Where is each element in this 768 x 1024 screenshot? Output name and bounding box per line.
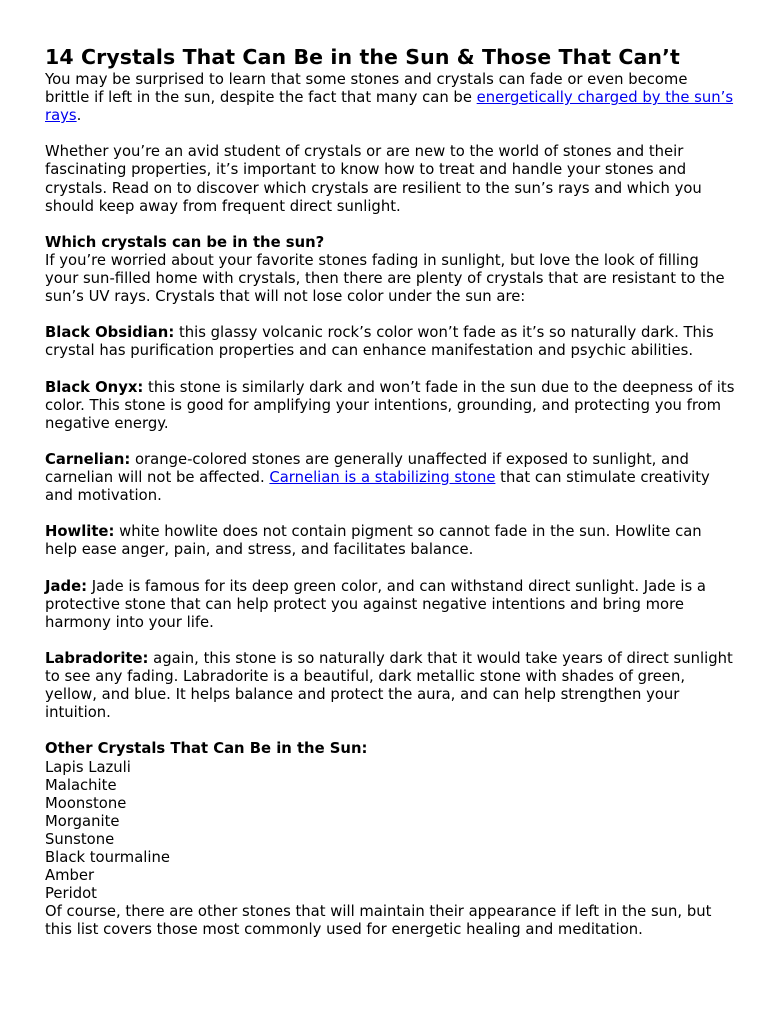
crystal-description: Jade is famous for its deep green color, and can withstand direct sunlight. Jade is a protective stone that can help protect you against negative intentions and bring more harmony into your life. <box>45 577 706 631</box>
list-item: Black tourmaline <box>45 849 170 867</box>
paragraph-sun-safe-intro: If you’re worried about your favorite stones fading in sunlight, but love the look of filling your sun-filled home with crystals, then there are plenty of crystals that are resistant to the sun’s UV rays. Crystals that will not lose color under the sun are: <box>45 251 725 306</box>
spacer <box>45 306 735 324</box>
closing-paragraph: Of course, there are other stones that will maintain their appearance if left in the sun, but this list covers those most commonly used for energetic healing and meditation. <box>45 903 712 939</box>
crystal-entry-howlite <box>45 523 735 559</box>
spacer <box>45 216 735 234</box>
spacer <box>45 125 735 143</box>
crystal-description-end: that can stimulate creativity and motivation. <box>45 469 710 505</box>
list-item: Malachite <box>45 776 117 794</box>
crystal-name: Jade: <box>45 577 88 595</box>
crystal-entry-black-obsidian <box>45 324 735 360</box>
crystal-name: Labradorite: <box>45 650 149 667</box>
crystal-description: white howlite does not contain pigment so cannot fade in the sun. Howlite can help ease anger, pain, and stress, and facilitates balance. <box>45 523 702 559</box>
intro-text-end: . <box>76 107 82 125</box>
crystal-entry-carnelian <box>45 451 735 505</box>
crystal-entry-labradorite <box>45 650 735 722</box>
other-crystals-list <box>45 759 735 904</box>
crystal-entry-black-onyx <box>45 379 735 433</box>
list-item: Sunstone <box>45 830 115 848</box>
crystal-name: Carnelian: <box>45 450 131 468</box>
intro-text: You may be surprised to learn that some stones and crystals can fade or even become brittle if left in the sun, despite the fact that many can be <box>45 71 688 107</box>
intro-paragraph <box>45 71 735 125</box>
crystal-description: again, this stone is so naturally dark that it would take years of direct sunlight to see any fading. Labradorite is a beautiful, dark metallic stone with shades of green, yellow, and blue. It helps balance and protect the aura, and can help strengthen your intuition. <box>45 650 733 722</box>
spacer <box>45 722 735 740</box>
list-item: Peridot <box>45 885 97 903</box>
list-item: Amber <box>45 867 95 885</box>
spacer <box>45 433 735 451</box>
carnelian-stabilizing-link[interactable]: Carnelian is a stabilizing stone <box>269 469 496 487</box>
crystal-entry-jade <box>45 578 735 632</box>
page-title: 14 Crystals That Can Be in the Sun & Those That Can’t <box>45 45 680 69</box>
crystal-name: Black Obsidian: <box>45 324 175 342</box>
spacer <box>45 560 735 578</box>
crystal-description: orange-colored stones are generally unaffected if exposed to sunlight, and carnelian will not be affected. <box>45 450 689 487</box>
spacer <box>45 505 735 523</box>
list-item: Morganite <box>45 812 120 830</box>
sun-charging-link[interactable]: energetically charged by the sun’s rays <box>45 89 734 125</box>
section-heading-sun-safe <box>45 234 735 252</box>
section-heading-other-crystals <box>45 740 735 758</box>
spacer <box>45 361 735 379</box>
crystal-description: this stone is similarly dark and won’t fade in the sun due to the deepness of its color. This stone is good for amplifying your intentions, grounding, and protecting you from negative energy. <box>45 378 735 432</box>
crystal-name: Howlite: <box>45 523 115 541</box>
section-heading-text: Other Crystals That Can Be in the Sun: <box>45 740 368 758</box>
list-item: Moonstone <box>45 794 127 812</box>
paragraph-crystal-handling: Whether you’re an avid student of crystals or are new to the world of stones and their fascinating properties, it’s important to know how to treat and handle your stones and crystals. Read on to discover which crystals are resilient to the sun’s rays and which you should keep away from frequent direct sunlight. <box>45 143 702 215</box>
spacer <box>45 632 735 650</box>
section-heading-text: Which crystals can be in the sun? <box>45 233 325 251</box>
list-item: Lapis Lazuli <box>45 758 131 776</box>
crystal-description: this glassy volcanic rock’s color won’t fade as it’s so naturally dark. This crystal has purification properties and can enhance manifestation and psychic abilities. <box>45 324 714 360</box>
document-page <box>45 44 735 940</box>
crystal-name: Black Onyx: <box>45 378 144 396</box>
